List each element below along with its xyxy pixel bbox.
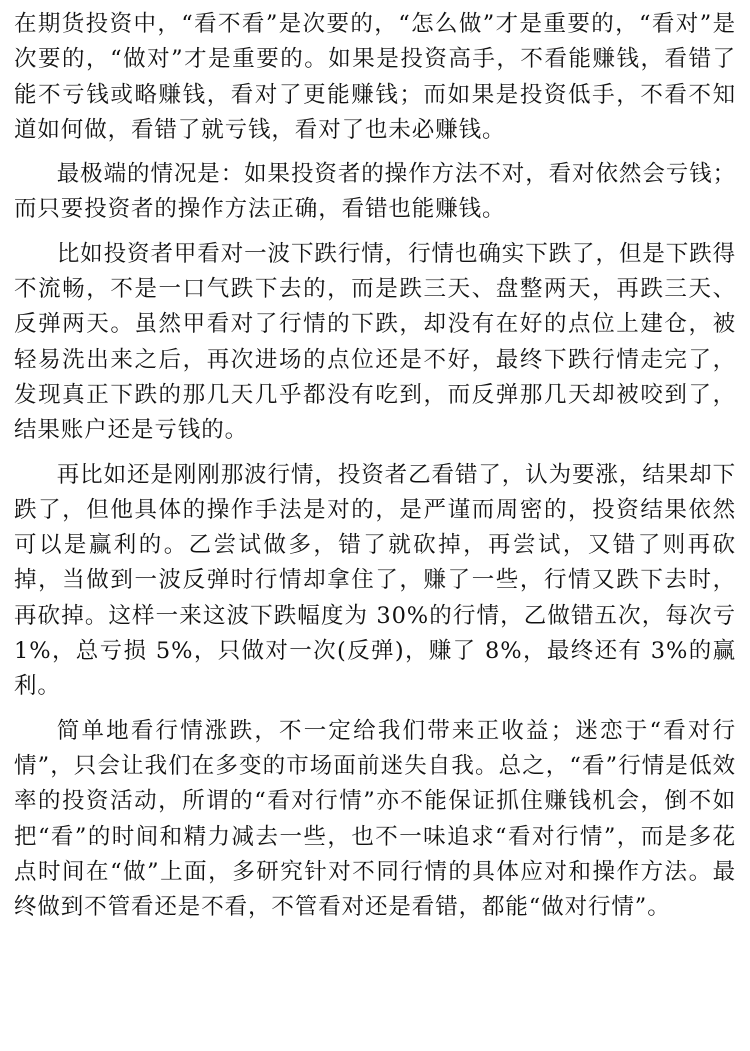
paragraph-5: 简单地看行情涨跌，不一定给我们带来正收益；迷恋于“看对行情”，只会让我们在多变的市场面前迷失自我。总之，“看”行情是低效率的投资活动，所谓的“看对行情”亦不能保证抓住赚钱机会，倒不如把“看”的时间和精力减去一些，也不一味追求“看对行情”，而是多花点时间在“做”上面，多研究针对不同行情的具体应对和操作方法。最终做到不管看还是不看，不管看对还是看错，都能“做对行情”。 xyxy=(14,717,736,921)
paragraph-1: 在期货投资中，“看不看”是次要的，“怎么做”才是重要的，“看对”是次要的，“做对”才是重要的。如果是投资高手，不看能赚钱，看错了能不亏钱或略赚钱，看对了更能赚钱；而如果是投资低手，不看不知道如何做，看错了就亏钱，看对了也未必赚钱。 xyxy=(14,11,736,143)
paragraph-2: 最极端的情况是：如果投资者的操作方法不对，看对依然会亏钱；而只要投资者的操作方法正确，看错也能赚钱。 xyxy=(14,161,736,223)
paragraph-3: 比如投资者甲看对一波下跌行情，行情也确实下跌了，但是下跌得不流畅，不是一口气跌下去的，而是跌三天、盘整两天，再跌三天、反弹两天。虽然甲看对了行情的下跌，却没有在好的点位上建仓，被轻易洗出来之后，再次进场的点位还是不好，最终下跌行情走完了，发现真正下跌的那几天几乎都没有吃到，而反弹那几天却被咬到了，结果账户还是亏钱的。 xyxy=(14,240,736,444)
paragraph-4: 再比如还是刚刚那波行情，投资者乙看错了，认为要涨，结果却下跌了，但他具体的操作手法是对的，是严谨而周密的，投资结果依然可以是赢利的。乙尝试做多，错了就砍掉，再尝试，又错了则再砍掉，当做到一波反弹时行情却拿住了，赚了一些，行情又跌下去时，再砍掉。这样一来这波下跌幅度为 30%的行情，乙做错五次，每次亏 1%，总亏损 5%，只做对一次(反弹)，赚了 8%，最终还有 3%的赢利。 xyxy=(14,461,736,700)
